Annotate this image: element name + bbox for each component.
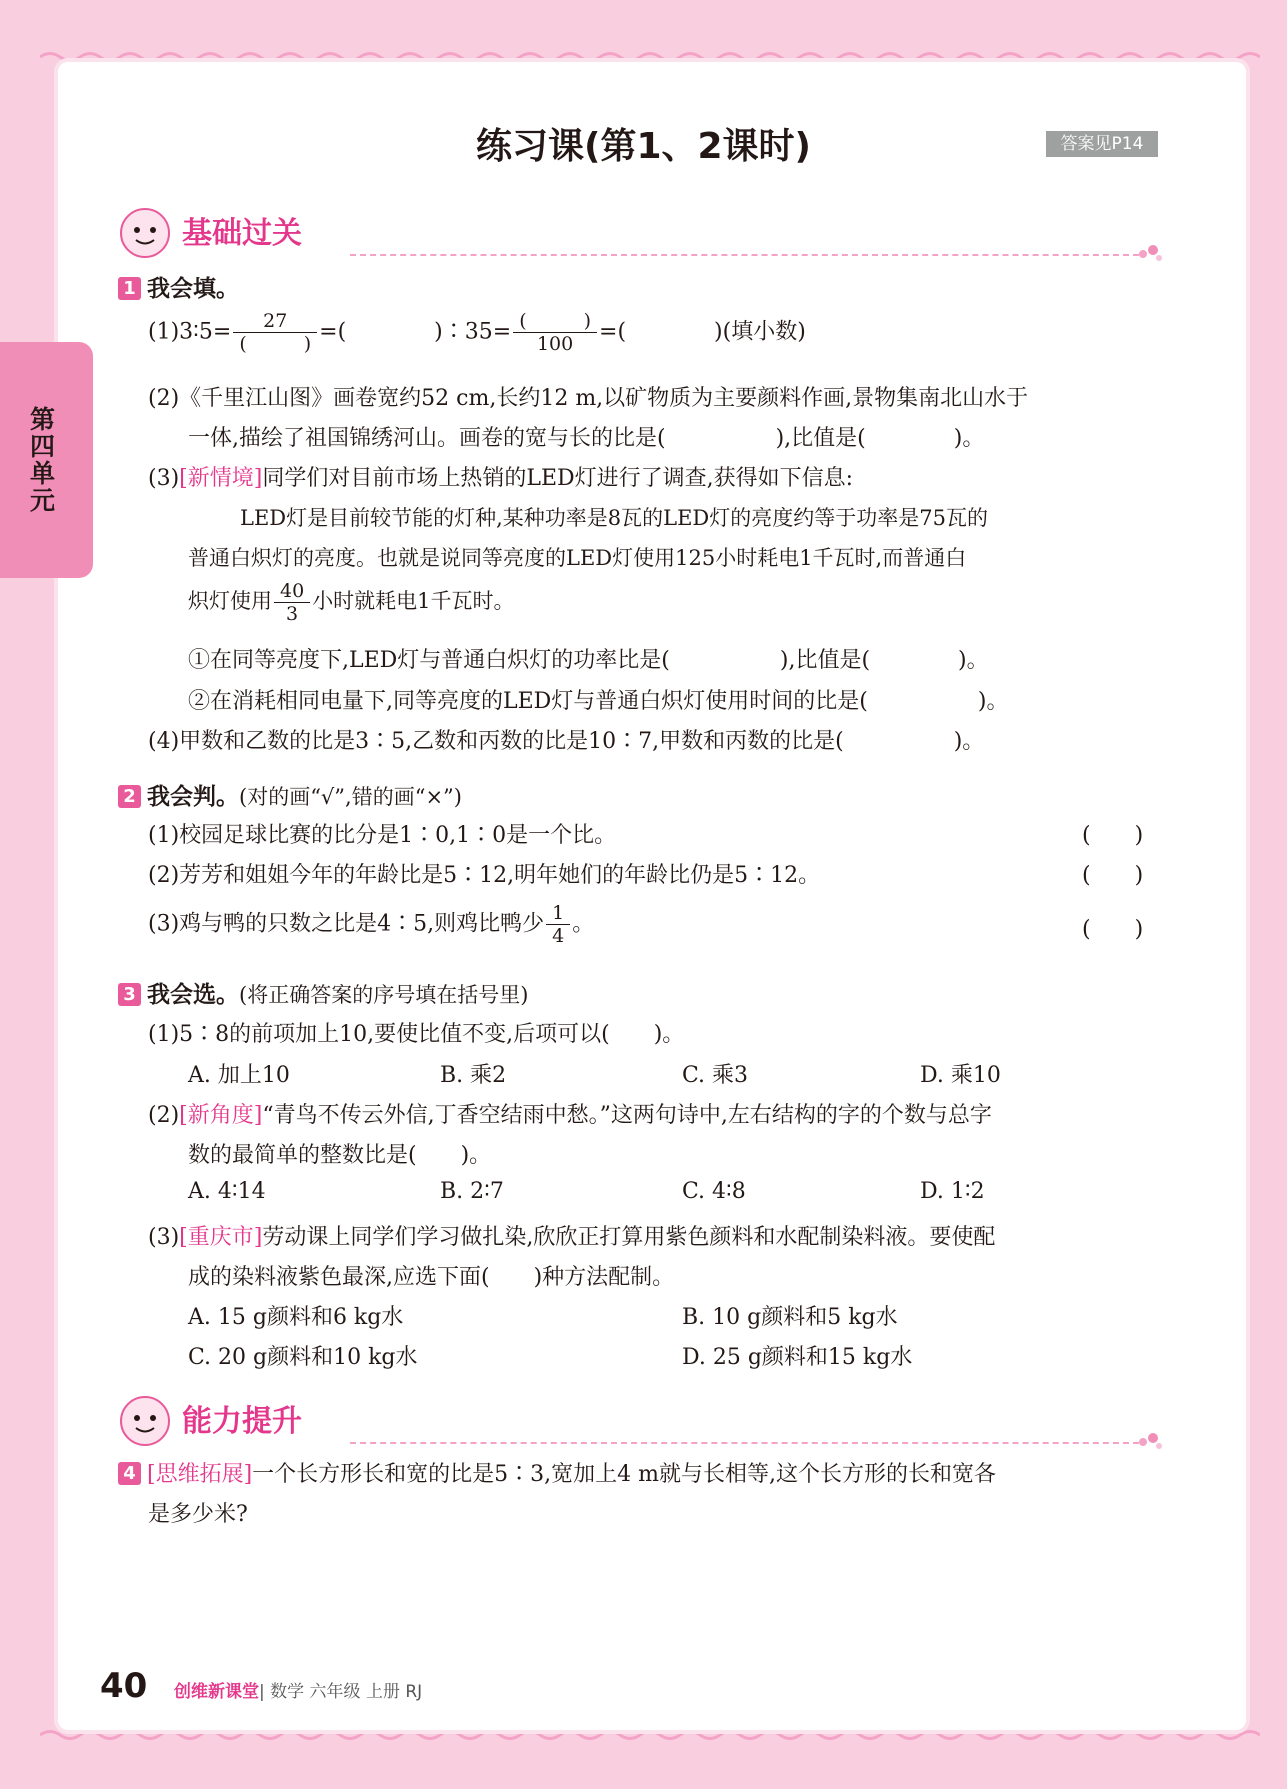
- cartoon-face-icon: [118, 206, 172, 260]
- answer-paren[interactable]: ( ): [1082, 863, 1144, 888]
- fraction: [546, 902, 570, 947]
- fraction: [274, 580, 310, 625]
- fraction-denominator: 3: [286, 603, 299, 625]
- region-tag: [重庆市]: [179, 1225, 263, 1250]
- option-b[interactable]: B. 2∶7: [440, 1179, 504, 1204]
- fraction-numerator: 1: [546, 902, 570, 925]
- fraction-numerator: 40: [274, 580, 310, 603]
- info-line-3-a: 炽灯使用: [188, 589, 272, 613]
- new-angle-tag: [新角度]: [179, 1103, 263, 1128]
- q3-part1: (1)5∶8的前项加上10,要使比值不变,后项可以( )。: [148, 1022, 685, 1047]
- option-c[interactable]: C. 4∶8: [682, 1179, 746, 1204]
- page-title: 练习课(第1、2课时): [475, 126, 811, 167]
- option-a[interactable]: A. 15 g颜料和6 kg水: [188, 1305, 404, 1330]
- fraction-denominator: ( ): [239, 333, 312, 355]
- fraction-denominator: 100: [536, 333, 574, 355]
- question-4-line2: 是多少米?: [148, 1502, 248, 1527]
- question-3-note: (将正确答案的序号填在括号里): [239, 983, 529, 1007]
- section-title-advanced: 能力提升: [182, 1404, 302, 1439]
- option-a[interactable]: A. 加上10: [188, 1063, 290, 1088]
- q1-part2-line2: 一体,描绘了祖国锦绣河山。画卷的宽与长的比是( ),比值是( )。: [188, 426, 985, 451]
- q1-p1-text-b: =( )∶35=: [319, 319, 512, 345]
- question-3-heading: [118, 976, 528, 1009]
- q3-p2-prefix: (2): [148, 1103, 180, 1128]
- q1-part4: (4)甲数和乙数的比是3∶5,乙数和丙数的比是10∶7,甲数和丙数的比是( )。: [148, 729, 985, 754]
- option-c[interactable]: C. 乘3: [682, 1063, 749, 1088]
- question-number-badge: 3: [118, 983, 141, 1006]
- option-b[interactable]: B. 10 g颜料和5 kg水: [682, 1305, 898, 1330]
- fraction-numerator: 27: [233, 310, 317, 333]
- q3-p3-text: 劳动课上同学们学习做扎染,欣欣正打算用紫色颜料和水配制染料液。要使配: [262, 1225, 996, 1250]
- q3-part3-line1: [148, 1220, 995, 1251]
- section-title-basic: 基础过关: [182, 216, 302, 251]
- section-header-basic: [118, 204, 1163, 260]
- question-1-title: 我会填。: [147, 276, 239, 302]
- q1-sub2: ②在消耗相同电量下,同等亮度的LED灯与普通白炽灯使用时间的比是( )。: [188, 689, 1009, 714]
- q2-item-3-b: 。: [572, 911, 595, 937]
- footer-details: | 数学 六年级 上册 RJ: [259, 1682, 423, 1702]
- question-3-title: 我会选。: [147, 982, 239, 1008]
- q2-item-1: (1)校园足球比赛的比分是1∶0,1∶0是一个比。: [148, 823, 617, 848]
- q1-part2-line1: (2)《千里江山图》画卷宽约52 cm,长约12 m,以矿物质为主要颜料作画,景物集南北山水于: [148, 386, 1029, 411]
- q3-part3-line2: 成的染料液紫色最深,应选下面( )种方法配制。: [188, 1265, 675, 1290]
- decor-dots-icon: [1137, 244, 1163, 262]
- fraction: [513, 310, 597, 355]
- footer-brand: 创维新课堂: [174, 1682, 259, 1702]
- cartoon-face-icon: [118, 1394, 172, 1448]
- fraction-numerator: ( ): [513, 310, 597, 333]
- decor-dots-icon: [1137, 1432, 1163, 1450]
- q3-part2-line1: [148, 1098, 992, 1129]
- question-2-title: 我会判。: [147, 784, 239, 810]
- question-2-note: (对的画“√”,错的画“×”): [239, 785, 462, 809]
- q1-p1-text-a: (1)3∶5=: [148, 319, 232, 345]
- q1-part1: [148, 310, 806, 355]
- info-line-3: [188, 580, 515, 625]
- q2-item-3: [148, 902, 594, 947]
- info-line-1: LED灯是目前较节能的灯种,某种功率是8瓦的LED灯的亮度约等于功率是75瓦的: [240, 506, 988, 530]
- q3-p3-prefix: (3): [148, 1225, 180, 1250]
- question-number-badge: 1: [118, 277, 141, 300]
- q3-p2-text: “青鸟不传云外信,丁香空结雨中愁。”这两句诗中,左右结构的字的个数与总字: [262, 1103, 992, 1128]
- new-context-tag: [新情境]: [179, 466, 263, 491]
- unit-side-tab: [0, 342, 93, 578]
- info-line-3-b: 小时就耗电1千瓦时。: [312, 589, 515, 613]
- question-1-heading: [118, 270, 239, 303]
- option-a[interactable]: A. 4∶14: [188, 1179, 266, 1204]
- question-number-badge: 2: [118, 785, 141, 808]
- answer-reference-badge: 答案见P14: [1046, 131, 1158, 157]
- section-divider: [350, 1442, 1139, 1444]
- q1-part3-intro: [148, 461, 853, 492]
- option-b[interactable]: B. 乘2: [440, 1063, 507, 1088]
- question-number-badge: 4: [118, 1462, 141, 1485]
- unit-side-tab-label: 第四单元: [26, 406, 56, 514]
- question-4-line1: [118, 1457, 996, 1488]
- q2-item-3-a: (3)鸡与鸭的只数之比是4∶5,则鸡比鸭少: [148, 911, 545, 937]
- answer-paren[interactable]: ( ): [1082, 917, 1144, 942]
- option-d[interactable]: D. 乘10: [920, 1063, 1001, 1088]
- page-number: 40: [100, 1666, 148, 1706]
- q1-sub1: ①在同等亮度下,LED灯与普通白炽灯的功率比是( ),比值是( )。: [188, 648, 989, 673]
- q2-item-2: (2)芳芳和姐姐今年的年龄比是5∶12,明年她们的年龄比仍是5∶12。: [148, 863, 821, 888]
- info-line-2: 普通白炽灯的亮度。也就是说同等亮度的LED灯使用125小时耗电1千瓦时,而普通白: [188, 546, 967, 570]
- q1-p1-text-c: =( )(填小数): [599, 319, 806, 345]
- section-divider: [350, 254, 1139, 256]
- q4-text: 一个长方形长和宽的比是5∶3,宽加上4 m就与长相等,这个长方形的长和宽各: [252, 1462, 997, 1487]
- question-2-heading: [118, 778, 462, 811]
- answer-paren[interactable]: ( ): [1082, 823, 1144, 848]
- bottom-wave-border: [40, 1728, 1260, 1742]
- option-c[interactable]: C. 20 g颜料和10 kg水: [188, 1345, 418, 1370]
- fraction-denominator: 4: [552, 925, 565, 947]
- q3-part2-line2: 数的最简单的整数比是( )。: [188, 1143, 492, 1168]
- q1-p3-prefix: (3): [148, 466, 180, 491]
- section-header-advanced: [118, 1392, 1163, 1448]
- thinking-tag: [思维拓展]: [147, 1462, 253, 1487]
- q1-p3-text: 同学们对目前市场上热销的LED灯进行了调查,获得如下信息:: [262, 466, 854, 491]
- option-d[interactable]: D. 1∶2: [920, 1179, 985, 1204]
- option-d[interactable]: D. 25 g颜料和15 kg水: [682, 1345, 913, 1370]
- fraction: [233, 310, 317, 355]
- footer-info: [174, 1677, 422, 1702]
